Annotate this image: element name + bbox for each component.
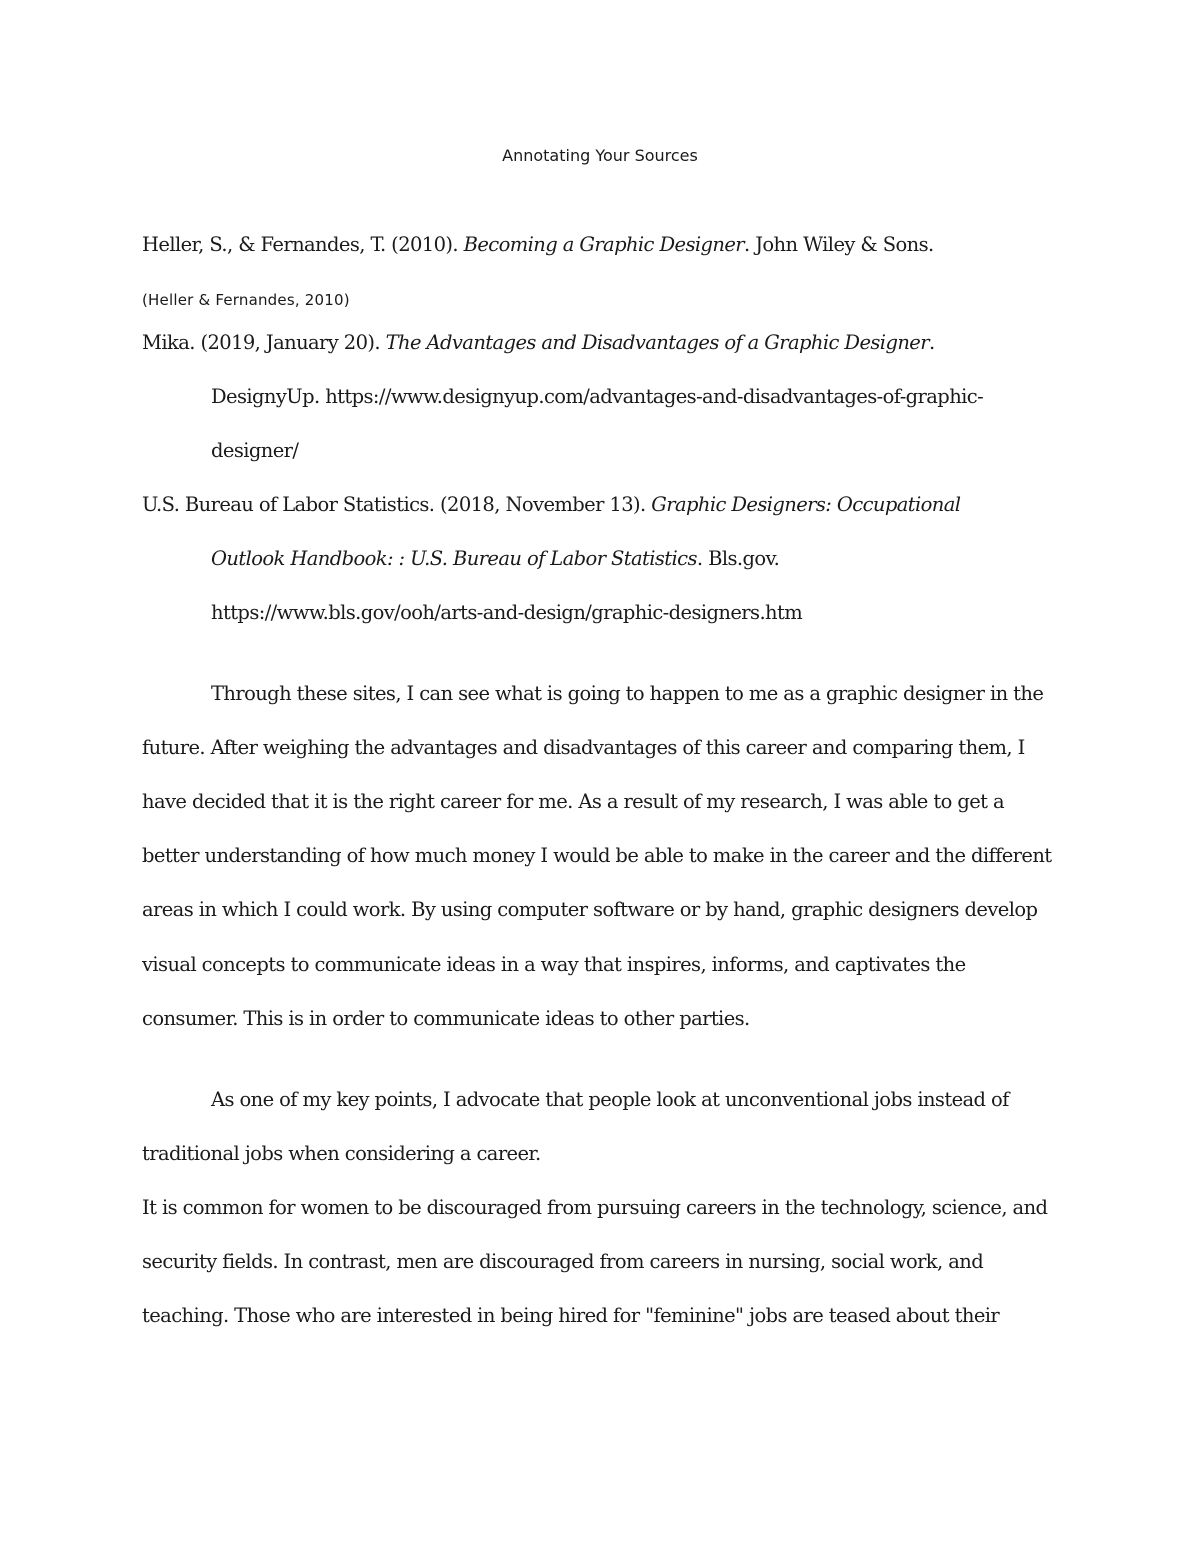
reference-3-line-1: U.S. Bureau of Labor Statistics. (2018, November 13). Graphic Designers: Occupational — [142, 493, 961, 516]
reference-3-line-2: Outlook Handbook: : U.S. Bureau of Labor Statistics. Bls.gov. — [211, 547, 780, 570]
reference-3-line-3: https://www.bls.gov/ooh/arts-and-design/graphic-designers.htm — [211, 601, 803, 624]
reference-2-line-2: DesignyUp. https://www.designyup.com/advantages-and-disadvantages-of-graphic- — [211, 385, 984, 408]
reference-2-line-1: Mika. (2019, January 20). The Advantages and Disadvantages of a Graphic Designer. — [142, 331, 935, 354]
paragraph-1-line-4: better understanding of how much money I would be able to make in the career and the different — [142, 844, 1052, 867]
paragraph-1-line-6: visual concepts to communicate ideas in a way that inspires, informs, and captivates the — [142, 953, 966, 976]
paragraph-3-line-2: security fields. In contrast, men are discouraged from careers in nursing, social work, and — [142, 1250, 984, 1273]
reference-2-line-3: designer/ — [211, 439, 299, 462]
paragraph-1-line-7: consumer. This is in order to communicate ideas to other parties. — [142, 1007, 750, 1030]
paragraph-3-line-3: teaching. Those who are interested in being hired for "feminine" jobs are teased about their — [142, 1304, 1000, 1327]
document-title: Annotating Your Sources — [502, 146, 698, 165]
paragraph-1-line-1: Through these sites, I can see what is going to happen to me as a graphic designer in the — [211, 682, 1044, 705]
reference-1-line-1: Heller, S., & Fernandes, T. (2010). Becoming a Graphic Designer. John Wiley & Sons. — [142, 233, 934, 256]
paragraph-3-line-1: It is common for women to be discouraged from pursuing careers in the technology, science, and — [142, 1196, 1048, 1219]
paragraph-1-line-2: future. After weighing the advantages and disadvantages of this career and comparing them, I — [142, 736, 1025, 759]
paragraph-1-line-3: have decided that it is the right career for me. As a result of my research, I was able to get a — [142, 790, 1005, 813]
paragraph-2-line-1: As one of my key points, I advocate that people look at unconventional jobs instead of — [211, 1088, 1009, 1111]
paragraph-2-line-2: traditional jobs when considering a career. — [142, 1142, 541, 1165]
paragraph-1-line-5: areas in which I could work. By using computer software or by hand, graphic designers develop — [142, 898, 1038, 921]
in-text-citation: (Heller & Fernandes, 2010) — [142, 291, 350, 309]
